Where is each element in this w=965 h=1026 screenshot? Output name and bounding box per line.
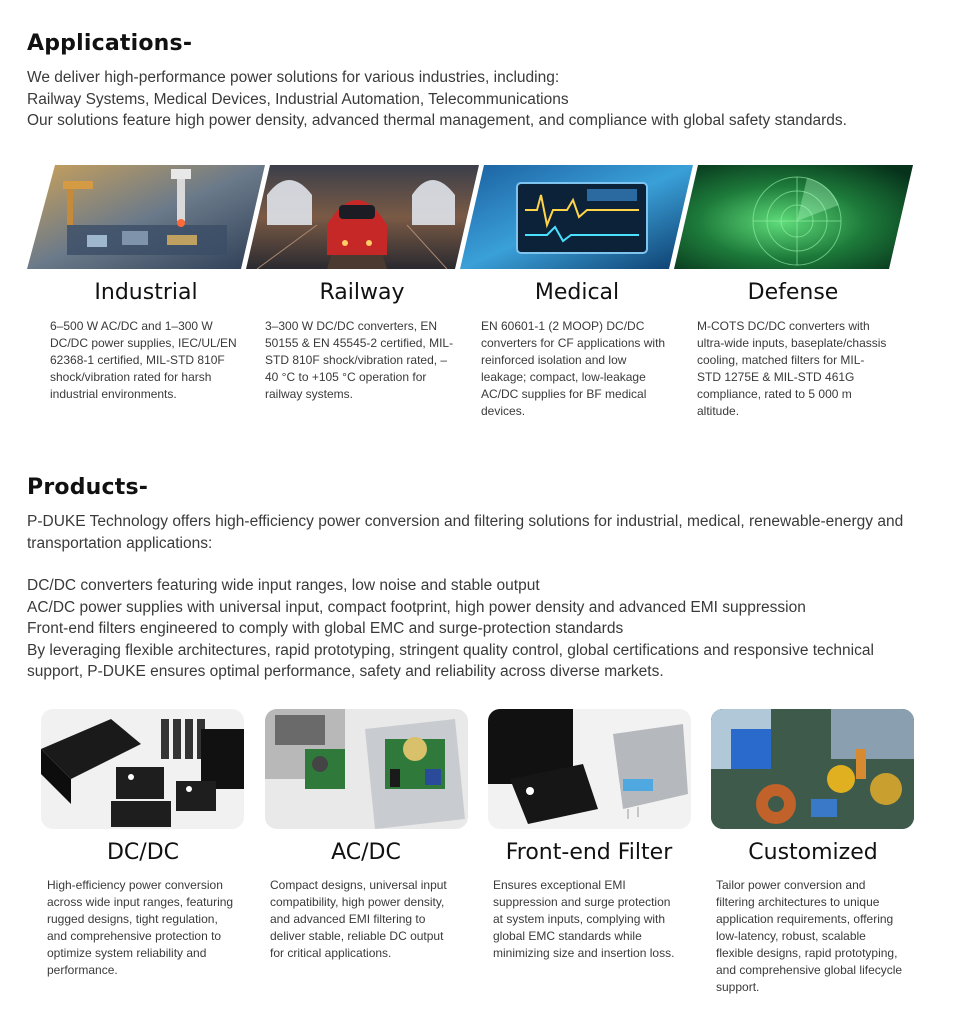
acdc-image (265, 709, 468, 829)
products-heading: Products- (27, 475, 149, 500)
products-intro (27, 511, 927, 554)
railway-description: 3–300 W DC/DC converters, EN 50155 & EN 45545-2 certified, MIL-STD 810F shock/vibration rated, –40 °C to +105 °C operation for railway systems. (265, 319, 454, 401)
products-closing: By leveraging flexible architectures, rapid prototyping, stringent quality control, global certifications and responsive technical support, P-DUKE ensures optimal performance, safety and reliability across diverse markets. (27, 641, 874, 680)
industrial-title: Industrial (94, 280, 198, 305)
railway-title: Railway (319, 280, 405, 305)
medical-title: Medical (534, 280, 620, 305)
dcdc-description: High-efficiency power conversion across wide input ranges, featuring rugged designs, tight regulation, and comprehensive protection to optimize system reliability and performance. (47, 878, 234, 977)
dcdc-title: DC/DC (106, 840, 179, 865)
products-feature-list (27, 575, 927, 683)
products-feature-line: Front-end filters engineered to comply with global EMC and surge-protection standards (27, 620, 624, 637)
applications-intro-line: Railway Systems, Medical Devices, Industrial Automation, Telecommunications (27, 90, 569, 108)
applications-intro-line: We deliver high-performance power solutions for various industries, including: (27, 69, 560, 86)
applications-heading: Applications- (27, 31, 193, 56)
defense-image (674, 165, 913, 269)
acdc-description: Compact designs, universal input compatibility, high power density, and advanced EMI filtering to deliver stable, reliable DC output for critical applications. (270, 878, 447, 960)
acdc-title: AC/DC (331, 840, 401, 865)
filter-title: Front-end Filter (505, 840, 673, 865)
products-feature-line: DC/DC converters featuring wide input ranges, low noise and stable output (27, 577, 540, 594)
applications-image-strip (27, 165, 913, 269)
filter-image (488, 709, 691, 829)
customized-description: Tailor power conversion and filtering architectures to unique application requirements, offering low-latency, robust, scalable flexible designs, rapid prototyping, and comprehensive global lifecycle support. (716, 878, 903, 994)
defense-description: M-COTS DC/DC converters with ultra-wide inputs, baseplate/chassis cooling, matched filters for MIL-STD 1275E & MIL-STD 461G compliance, rated to 5 000 m altitude. (697, 319, 887, 418)
applications-intro-line: Our solutions feature high power density, advanced thermal management, and compliance with global safety standards. (27, 112, 847, 129)
industrial-image (27, 165, 265, 269)
dcdc-image (41, 709, 244, 829)
products-intro-text: P-DUKE Technology offers high-efficiency power conversion and filtering solutions for industrial, medical, renewable-energy and transportation applications: (27, 513, 904, 552)
applications-intro (27, 67, 927, 132)
customized-image (711, 709, 914, 829)
railway-image (246, 165, 479, 269)
medical-image (460, 165, 693, 269)
industrial-description: 6–500 W AC/DC and 1–300 W DC/DC power supplies, IEC/UL/EN 62368-1 certified, MIL-STD 810F shock/vibration rated for harsh industrial environments. (50, 319, 237, 401)
medical-description: EN 60601-1 (2 MOOP) DC/DC converters for CF applications with reinforced isolation and low leakage; compact, low-leakage AC/DC supplies for BF medical devices. (481, 319, 666, 418)
customized-title: Customized (748, 840, 878, 865)
products-feature-line: AC/DC power supplies with universal input, compact footprint, high power density and advanced EMI suppression (27, 598, 806, 616)
defense-title: Defense (747, 280, 839, 305)
filter-description: Ensures exceptional EMI suppression and surge protection at system inputs, complying with global EMC standards while minimizing size and insertion loss. (493, 878, 675, 960)
